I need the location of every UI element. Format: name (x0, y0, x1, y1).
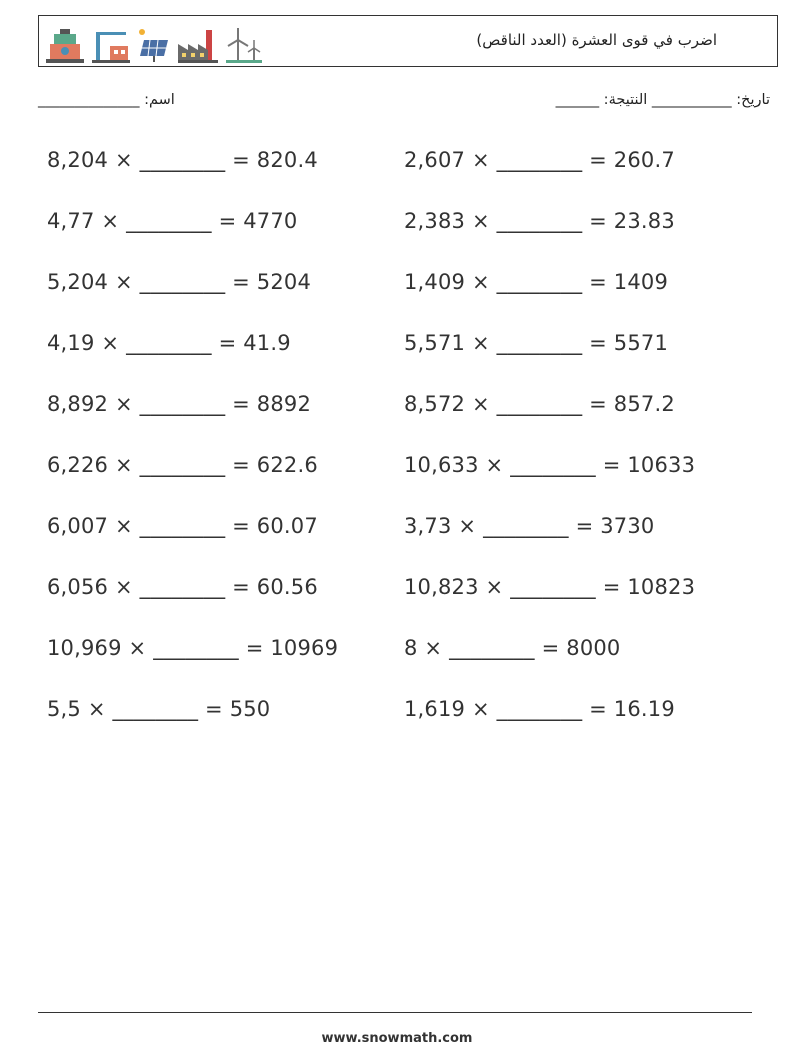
problem-right-5: 8,572 × ________ = 857.2 (404, 392, 675, 416)
problem-left-4: 4,19 × ________ = 41.9 (47, 331, 291, 355)
problem-right-7: 3,73 × ________ = 3730 (404, 514, 655, 538)
problem-left-5: 8,892 × ________ = 8892 (47, 392, 312, 416)
factory-icon (176, 26, 220, 64)
footer-url[interactable]: www.snowmath.com (321, 1031, 473, 1046)
problem-left-10: 5,5 × ________ = 550 (47, 697, 271, 721)
problem-right-6: 10,633 × ________ = 10633 (404, 453, 696, 477)
header-icons (44, 20, 264, 64)
problem-left-1: 8,204 × ________ = 820.4 (47, 148, 318, 172)
problem-left-6: 6,226 × ________ = 622.6 (47, 453, 318, 477)
problem-left-3: 5,204 × ________ = 5204 (47, 270, 312, 294)
oil-pump-icon (44, 26, 86, 64)
problem-right-8: 10,823 × ________ = 10823 (404, 575, 696, 599)
footer-divider (38, 1012, 752, 1013)
problem-right-1: 2,607 × ________ = 260.7 (404, 148, 675, 172)
problem-left-8: 6,056 × ________ = 60.56 (47, 575, 318, 599)
problem-right-4: 5,571 × ________ = 5571 (404, 331, 669, 355)
wind-turbine-icon (224, 26, 264, 64)
problem-left-2: 4,77 × ________ = 4770 (47, 209, 298, 233)
worksheet-header (38, 15, 778, 67)
problem-right-3: 1,409 × ________ = 1409 (404, 270, 669, 294)
problem-left-7: 6,007 × ________ = 60.07 (47, 514, 318, 538)
problem-right-2: 2,383 × ________ = 23.83 (404, 209, 675, 233)
problem-left-9: 10,969 × ________ = 10969 (47, 636, 339, 660)
date-result-line: ______ :تاريخ: ___________ النتيجة (555, 92, 770, 108)
worksheet-title: (اضرب في قوى العشرة (العدد الناقص (476, 31, 717, 49)
solar-panel-icon (136, 26, 172, 64)
problem-right-10: 1,619 × ________ = 16.19 (404, 697, 675, 721)
name-line: ______________ :اسم (38, 92, 175, 108)
problem-right-9: 8 × ________ = 8000 (404, 636, 621, 660)
crane-factory-icon (90, 26, 132, 64)
